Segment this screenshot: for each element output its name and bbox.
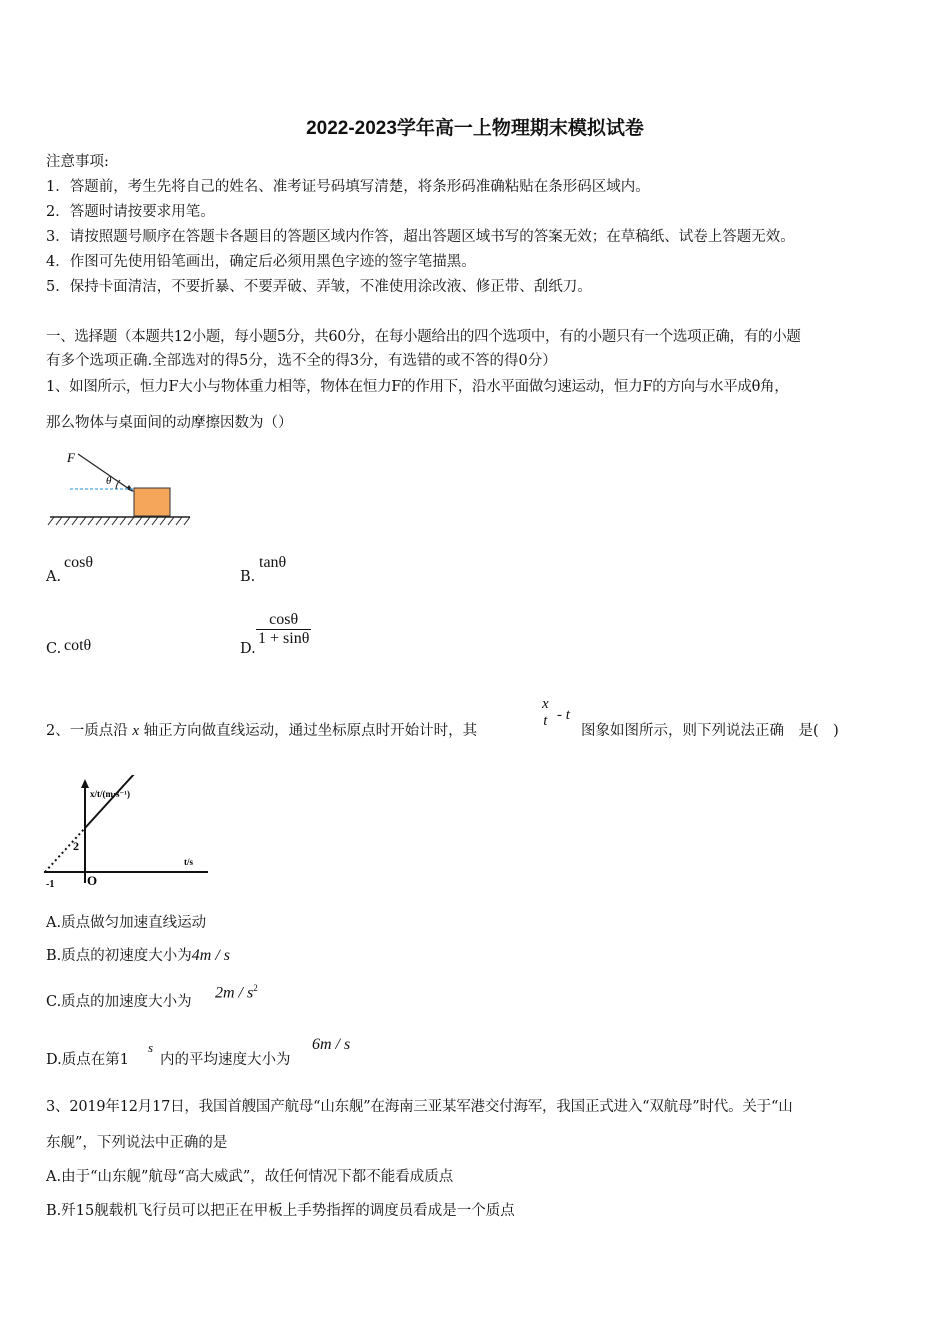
q3-option-a: A.由于“山东舰”航母“高大威武”，故任何情况下都不能看成质点 bbox=[46, 1169, 454, 1185]
x-axis-label: t/s bbox=[184, 857, 193, 867]
q1-option-d-fraction bbox=[256, 611, 311, 648]
angle-label: θ bbox=[106, 475, 112, 487]
y-axis-label: x/t/(m·s⁻¹) bbox=[90, 789, 130, 799]
hatch-mark bbox=[168, 517, 174, 525]
q2-option-b bbox=[46, 946, 230, 966]
q1-option-b-value: tanθ bbox=[259, 554, 287, 571]
notice-item-3: 3．请按照题号顺序在答题卡各题目的答题区域内作答，超出答题区域书写的答案无效；在草稿纸、试卷上答题无效。 bbox=[46, 229, 795, 245]
hatch-mark bbox=[120, 517, 126, 525]
ground-hatching bbox=[48, 517, 190, 525]
q2-frac-denominator: t bbox=[543, 713, 548, 729]
hatch-mark bbox=[64, 517, 70, 525]
q1-option-a-label: A. bbox=[46, 569, 62, 585]
q1-option-c-label: C. bbox=[46, 641, 62, 657]
q2-stem bbox=[46, 721, 477, 741]
notice-item-5: 5．保持卡面清洁，不要折暴、不要弄破、弄皱，不准使用涂改液、修正带、刮纸刀。 bbox=[46, 279, 592, 295]
q1-option-a-value: cosθ bbox=[64, 554, 93, 571]
block bbox=[134, 488, 170, 516]
q2-dash-t: - t bbox=[557, 707, 570, 723]
q1-force-diagram bbox=[44, 445, 194, 530]
q2-option-b-text: B.质点的初速度大小为 bbox=[46, 948, 192, 964]
hatch-mark bbox=[96, 517, 102, 525]
q1-option-d-label: D. bbox=[240, 641, 256, 657]
q1-option-d-denominator: 1 + sinθ bbox=[258, 630, 310, 647]
force-label: F bbox=[67, 450, 75, 465]
q2-stem-mid: 轴正方向做直线运动，通过坐标原点时开始计时，其 bbox=[143, 723, 478, 739]
origin-label: O bbox=[87, 873, 98, 888]
q3-stem-line-2: 东舰”，下列说法中正确的是 bbox=[46, 1135, 228, 1151]
q2-frac-numerator: x bbox=[542, 696, 549, 712]
extrapolated-dotted-line bbox=[45, 828, 85, 872]
notice-item-4: 4．作图可先使用铅笔画出，确定后必须用黑色字迹的签字笔描黑。 bbox=[46, 254, 476, 270]
y-intercept-label: 2 bbox=[73, 839, 79, 853]
hatch-mark bbox=[176, 517, 182, 525]
q2-option-a: A.质点做匀加速直线运动 bbox=[46, 915, 207, 931]
hatch-mark bbox=[104, 517, 110, 525]
hatch-mark bbox=[160, 517, 166, 525]
q2-option-d-value: 6m / s bbox=[312, 1036, 351, 1053]
hatch-mark bbox=[152, 517, 158, 525]
q2-option-c-value bbox=[215, 983, 258, 1002]
hatch-mark bbox=[184, 517, 190, 525]
q2-x-over-t-fraction bbox=[540, 696, 551, 730]
q1-stem-line-2: 那么物体与桌面间的动摩擦因数为（） bbox=[46, 415, 293, 431]
section1-line-2: 有多个选项正确.全部选对的得5分，选不全的得3分，有选错的或不答的得0分） bbox=[46, 353, 557, 369]
q1-option-d-numerator: cosθ bbox=[269, 611, 299, 628]
q1-option-c-value: cotθ bbox=[64, 637, 92, 654]
q2-option-d-s: s bbox=[148, 1040, 154, 1055]
q1-stem-line-1: 1、如图所示，恒力F大小与物体重力相等，物体在恒力F的作用下，沿水平面做匀速运动，恒力F的方向与水平成θ角， bbox=[46, 379, 789, 395]
hatch-mark bbox=[112, 517, 118, 525]
q3-option-b: B.歼15舰载机飞行员可以把正在甲板上手势指挥的调度员看成是一个质点 bbox=[46, 1203, 515, 1219]
q2-option-b-value: 4m / s bbox=[191, 947, 230, 964]
q3-stem-line-1: 3、2019年12月17日，我国首艘国产航母“山东舰”在海南三亚某军港交付海军，我国正式进入“双航母”时代。关于“山 bbox=[46, 1099, 793, 1115]
hatch-mark bbox=[80, 517, 86, 525]
force-arrow-line bbox=[78, 454, 132, 491]
q2-option-d-text1: D.质点在第1 bbox=[46, 1052, 129, 1068]
q2-option-c-text: C.质点的加速度大小为 bbox=[46, 994, 192, 1010]
data-line bbox=[85, 775, 189, 828]
q2-option-c-sup: 2 bbox=[253, 983, 258, 993]
notice-item-2: 2．答题时请按要求用笔。 bbox=[46, 204, 215, 220]
page-title: 2022-2023学年高一上物理期末模拟试卷 bbox=[306, 118, 644, 139]
q2-graph bbox=[42, 775, 212, 890]
section1-line-1: 一、选择题（本题共12小题，每小题5分，共60分，在每小题给出的四个选项中，有的小题只有一个选项正确，有的小题 bbox=[46, 329, 801, 345]
hatch-mark bbox=[128, 517, 134, 525]
notice-item-1: 1．答题前，考生先将自己的姓名、准考证号码填写清楚，将条形码准确粘贴在条形码区域内。 bbox=[46, 179, 650, 195]
q2-option-c-unit: 2m / s bbox=[215, 984, 254, 1002]
q2-stem-post: 图象如图所示，则下列说法正确 是( ) bbox=[581, 723, 839, 739]
hatch-mark bbox=[72, 517, 78, 525]
q2-option-d-text2: 内的平均速度大小为 bbox=[160, 1052, 291, 1068]
q1-option-b-label: B. bbox=[240, 569, 256, 585]
hatch-mark bbox=[88, 517, 94, 525]
hatch-mark bbox=[48, 517, 54, 525]
q2-stem-x: x bbox=[132, 723, 140, 739]
notice-heading: 注意事项: bbox=[46, 154, 109, 170]
hatch-mark bbox=[136, 517, 142, 525]
x-intercept-label: -1 bbox=[46, 879, 55, 890]
hatch-mark bbox=[56, 517, 62, 525]
q2-stem-pre: 2、一质点沿 bbox=[46, 723, 128, 739]
y-axis-arrow bbox=[81, 779, 89, 788]
hatch-mark bbox=[144, 517, 150, 525]
